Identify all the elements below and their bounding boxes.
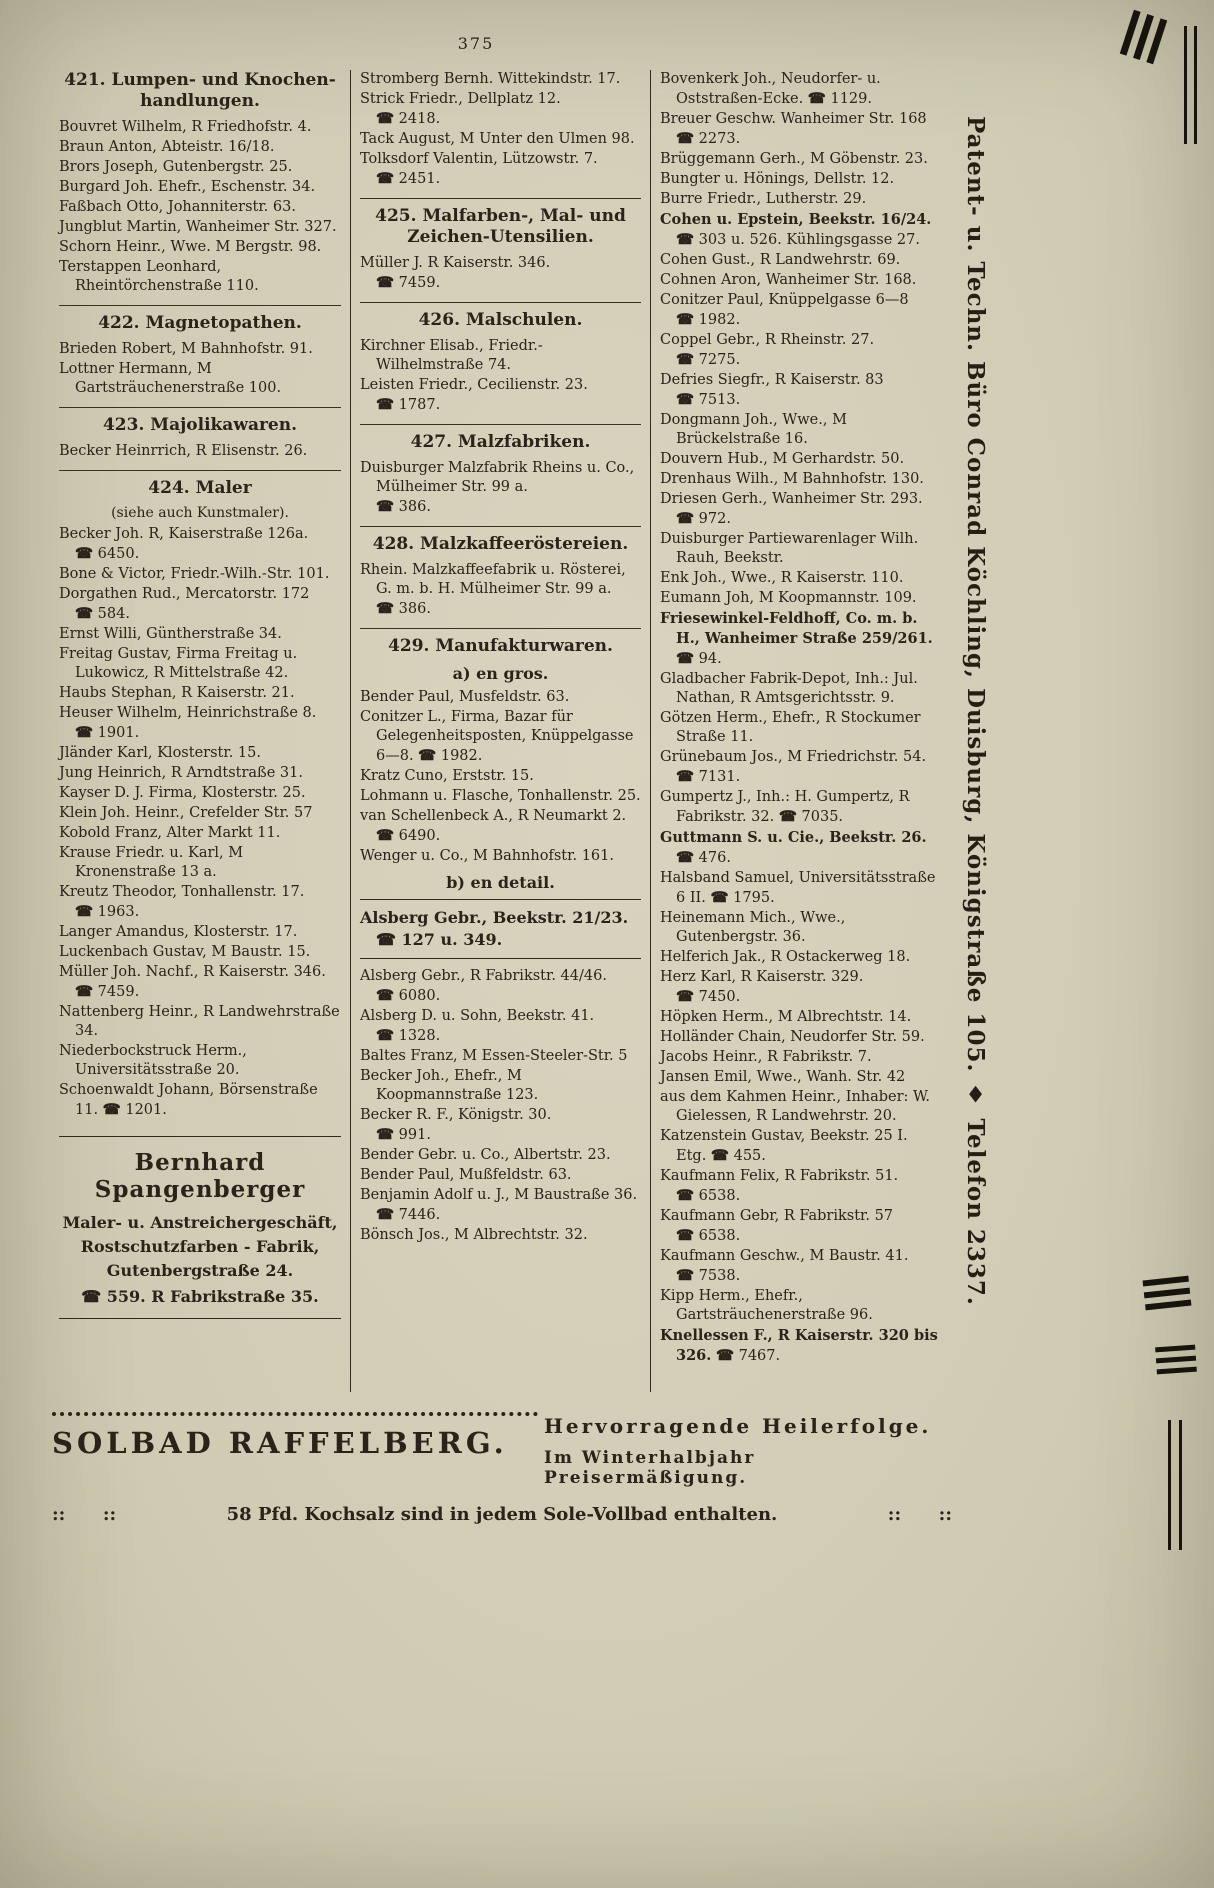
directory-entry: Kayser D. J. Firma, Klosterstr. 25. [59,785,306,801]
directory-entry: Breuer Geschw. Wanheimer Str. 168 ☎ 2273. [660,111,927,147]
directory-entry: Duisburger Malzfabrik Rheins u. Co., Mülheimer Str. 99 a. ☎ 386. [360,460,635,515]
directory-entry: Alsberg Gebr., R Fabrikstr. 44/46. ☎ 6080. [360,968,607,1004]
directory-entry: Heinemann Mich., Wwe., Gutenbergstr. 36. [660,910,846,945]
directory-entry: Bouvret Wilhelm, R Friedhofstr. 4. [59,119,312,135]
directory-entry: Conitzer Paul, Knüppelgasse 6—8 ☎ 1982. [660,292,909,328]
directory-entry: Halsband Samuel, Universitätsstraße 6 II. ☎ 1795. [660,870,936,906]
advert-line: ☎ 559. R Fabrikstraße 35. [81,1287,319,1306]
telephone-icon: ☎ [715,1347,734,1364]
directory-entry: Ernst Willi, Güntherstraße 34. [59,626,282,642]
directory-entry: Herz Karl, R Kaiserstr. 329. ☎ 7450. [660,969,864,1005]
directory-entry: Conitzer L., Firma, Bazar für Gelegenheitsposten, Knüppelgasse 6—8. ☎ 1982. [360,709,634,764]
directory-entry: Jländer Karl, Klosterstr. 15. [59,745,261,761]
directory-entry: Kaufmann Gebr, R Fabrikstr. 57 ☎ 6538. [660,1208,894,1244]
telephone-icon: ☎ [376,396,395,413]
column-2 [350,70,650,1392]
telephone-icon: ☎ [676,391,695,408]
directory-entry: Katzenstein Gustav, Beekstr. 25 I. Etg. ☎ 455. [660,1128,908,1164]
directory-entry: Faßbach Otto, Johanniterstr. 63. [59,199,296,215]
directory-entry: Krause Friedr. u. Karl, M Kronenstraße 13 a. [59,845,244,880]
telephone-icon: ☎ [75,983,94,1000]
directory-entry: Niederbockstruck Herm., Universitätsstraße 20. [59,1043,247,1078]
directory-entry: Heuser Wilhelm, Heinrichstraße 8. ☎ 1901. [59,705,317,741]
directory-columns [50,70,952,1392]
directory-entry: Becker Joh., Ehefr., M Koopmannstraße 123. [360,1068,539,1103]
telephone-icon: ☎ [75,605,94,622]
section-heading: 429. Manufakturwaren. [360,628,641,657]
scan-binding-mark-top [1120,10,1168,65]
directory-entry: Leisten Friedr., Cecilienstr. 23. ☎ 1787. [360,377,588,413]
footer-advert [52,1412,952,1525]
directory-entry: Jansen Emil, Wwe., Wanh. Str. 42 [660,1069,906,1085]
directory-entry: Brüggemann Gerh., M Göbenstr. 23. [660,151,928,167]
directory-entry: Kobold Franz, Alter Markt 11. [59,825,281,841]
entry-firm-name: Cohen u. Epstein, Beekstr. 16/24. [660,211,932,228]
directory-entry: Holländer Chain, Neudorfer Str. 59. [660,1029,925,1045]
advert-line: Bernhard Spangenberger [94,1149,306,1203]
section-heading: 427. Malzfabriken. [360,424,641,453]
telephone-icon: ☎ [376,274,395,291]
directory-entry: Bender Paul, Mußfeldstr. 63. [360,1167,572,1183]
directory-entry: Bone & Victor, Friedr.-Wilh.-Str. 101. [59,566,330,582]
telephone-icon: ☎ [376,110,395,127]
directory-entry: Coppel Gebr., R Rheinstr. 27. ☎ 7275. [660,332,875,368]
directory-entry: Baltes Franz, M Essen-Steeler-Str. 5 [360,1048,628,1064]
directory-entry: Defries Siegfr., R Kaiserstr. 83 ☎ 7513. [660,372,884,408]
cross-reference-note: (siehe auch Kunstmaler). [111,505,289,521]
scan-edge-lines-bottom [1168,1420,1182,1550]
directory-entry: Bönsch Jos., M Albrechtstr. 32. [360,1227,588,1243]
directory-entry: Brors Joseph, Gutenbergstr. 25. [59,159,293,175]
entry-firm-name: Friesewinkel-Feldhoff, Co. m. b. H., Wanheimer Straße 259/261. [660,610,933,647]
footer-bottom-line [52,1504,952,1525]
telephone-icon: ☎ [676,130,695,147]
directory-entry: Friesewinkel-Feldhoff, Co. m. b. H., Wanheimer Straße 259/261. ☎ 94. [660,610,933,667]
directory-entry: Schoenwaldt Johann, Börsenstraße 11. ☎ 1201. [59,1082,318,1118]
telephone-icon: ☎ [710,1147,729,1164]
directory-entry: Duisburger Partiewarenlager Wilh. Rauh, Beekstr. [660,531,919,566]
entry-firm-name: Guttmann S. u. Cie., Beekstr. 26. [660,829,927,846]
telephone-icon: ☎ [75,903,94,920]
directory-entry: Tack August, M Unter den Ulmen 98. [360,131,635,147]
directory-entry: Douvern Hub., M Gerhardstr. 50. [660,451,905,467]
directory-entry: Rhein. Malzkaffeefabrik u. Rösterei, G. m. b. H. Mülheimer Str. 99 a. ☎ 386. [360,562,626,617]
directory-entry: Kipp Herm., Ehefr., Gartsträuchenerstraße 96. [660,1288,873,1323]
telephone-icon: ☎ [75,545,94,562]
telephone-icon: ☎ [376,1027,395,1044]
directory-entry: Strick Friedr., Dellplatz 12. ☎ 2418. [360,91,561,127]
directory-entry: Jung Heinrich, R Arndtstraße 31. [59,765,303,781]
telephone-icon: ☎ [81,1287,102,1306]
section-heading: 428. Malzkaffeeröstereien. [360,526,641,555]
directory-entry: Bender Paul, Musfeldstr. 63. [360,689,570,705]
directory-entry: Eumann Joh, M Koopmannstr. 109. [660,590,917,606]
directory-entry: Jacobs Heinr., R Fabrikstr. 7. [660,1049,872,1065]
directory-entry: Cohen Gust., R Landwehrstr. 69. [660,252,901,268]
directory-entry: Kaufmann Felix, R Fabrikstr. 51. ☎ 6538. [660,1168,899,1204]
telephone-icon: ☎ [676,351,695,368]
directory-entry: Freitag Gustav, Firma Freitag u. Lukowicz, R Mittelstraße 42. [59,646,298,681]
telephone-icon: ☎ [376,1206,395,1223]
telephone-icon: ☎ [376,170,395,187]
telephone-icon: ☎ [676,1227,695,1244]
directory-entry: Burgard Joh. Ehefr., Eschenstr. 34. [59,179,316,195]
directory-entry: Burre Friedr., Lutherstr. 29. [660,191,867,207]
directory-entry: Müller Joh. Nachf., R Kaiserstr. 346. ☎ 7459. [59,964,326,1000]
directory-entry: van Schellenbeck A., R Neumarkt 2. ☎ 6490. [360,808,627,844]
solbad-name: SOLBAD RAFFELBERG. [52,1426,508,1460]
directory-entry: Enk Joh., Wwe., R Kaiserstr. 110. [660,570,904,586]
advert-line: Maler- u. Anstreichergeschäft, [62,1213,338,1232]
directory-entry: Alsberg D. u. Sohn, Beekstr. 41. ☎ 1328. [360,1008,595,1044]
directory-entry: Cohen u. Epstein, Beekstr. 16/24. ☎ 303 u. 526. Kühlingsgasse 27. [660,211,932,248]
telephone-icon: ☎ [676,988,695,1005]
telephone-icon: ☎ [376,930,396,949]
featured-entry: Alsberg Gebr., Beekstr. 21/23. ☎ 127 u. 349. [360,899,641,959]
scan-edge-lines-top [1184,26,1197,144]
directory-entry: aus dem Kahmen Heinr., Inhaber: W. Gielessen, R Landwehrstr. 20. [660,1089,931,1124]
telephone-icon: ☎ [102,1101,121,1118]
telephone-icon: ☎ [676,1267,695,1284]
footer-headline: Hervorragende Heilerfolge. [544,1414,932,1438]
directory-entry: Höpken Herm., M Albrechtstr. 14. [660,1009,912,1025]
telephone-icon: ☎ [376,498,395,515]
directory-entry: Bender Gebr. u. Co., Albertstr. 23. [360,1147,611,1163]
scan-binding-mark-bottom-2 [1155,1345,1197,1375]
directory-entry: Brieden Robert, M Bahnhofstr. 91. [59,341,313,357]
directory-entry: Kratz Cuno, Erststr. 15. [360,768,534,784]
directory-entry: Wenger u. Co., M Bahnhofstr. 161. [360,848,614,864]
directory-entry: Müller J. R Kaiserstr. 346. ☎ 7459. [360,255,551,291]
directory-entry: Grünebaum Jos., M Friedrichstr. 54. ☎ 7131. [660,749,927,785]
scan-binding-mark-bottom [1143,1276,1192,1311]
column-3 [650,70,950,1392]
telephone-icon: ☎ [75,724,94,741]
directory-entry: Helferich Jak., R Ostackerweg 18. [660,949,911,965]
directory-entry: Kaufmann Geschw., M Baustr. 41. ☎ 7538. [660,1248,909,1284]
directory-entry: Braun Anton, Abteistr. 16/18. [59,139,275,155]
colon-decoration-left: :: :: [52,1504,117,1525]
telephone-icon: ☎ [676,650,695,667]
footer-subline: Im Winterhalbjahr Preisermäßigung. [544,1448,756,1488]
directory-entry: Terstappen Leonhard, Rheintörchenstraße 110. [59,259,259,294]
entry-firm-name: Knellessen F., R Kaiserstr. 320 bis 326. [660,1327,938,1364]
directory-entry: Schorn Heinr., Wwe. M Bergstr. 98. [59,239,322,255]
telephone-icon: ☎ [376,987,395,1004]
telephone-icon: ☎ [807,90,826,107]
telephone-icon: ☎ [376,600,395,617]
directory-entry: Kreutz Theodor, Tonhallenstr. 17. ☎ 1963. [59,884,305,920]
directory-entry: Benjamin Adolf u. J., M Baustraße 36. ☎ 7446. [360,1187,638,1223]
telephone-icon: ☎ [676,510,695,527]
directory-entry: Lohmann u. Flasche, Tonhallenstr. 25. [360,788,641,804]
directory-entry: Kirchner Elisab., Friedr.-Wilhelmstraße 74. [360,338,543,373]
directory-entry: Guttmann S. u. Cie., Beekstr. 26. ☎ 476. [660,829,927,866]
directory-entry: Tolksdorf Valentin, Lützowstr. 7. ☎ 2451. [360,151,598,187]
margin-advert-vertical: Patent- u. Techn. Büro Conrad Köchling, Duisburg, Königstraße 105. ♦ Telefon 2337. [962,116,989,1306]
telephone-icon: ☎ [676,311,695,328]
directory-entry: Luckenbach Gustav, M Baustr. 15. [59,944,311,960]
directory-entry: Bungter u. Hönings, Dellstr. 12. [660,171,895,187]
solbad-logo [52,1412,538,1488]
footer-advert-top [52,1412,952,1488]
directory-entry: Stromberg Bernh. Wittekindstr. 17. [360,71,621,87]
directory-entry: Jungblut Martin, Wanheimer Str. 327. [59,219,337,235]
directory-entry: Drenhaus Wilh., M Bahnhofstr. 130. [660,471,924,487]
section-heading: 422. Magnetopathen. [59,305,341,334]
directory-entry: Becker R. F., Königstr. 30. ☎ 991. [360,1107,552,1143]
directory-entry: Cohnen Aron, Wanheimer Str. 168. [660,272,917,288]
directory-entry: Bovenkerk Joh., Neudorfer- u. Oststraßen-Ecke. ☎ 1129. [660,71,881,107]
directory-entry: Dongmann Joh., Wwe., M Brückelstraße 16. [660,412,847,447]
directory-entry: Driesen Gerh., Wanheimer Str. 293. ☎ 972. [660,491,923,527]
telephone-icon: ☎ [418,747,437,764]
directory-entry: Langer Amandus, Klosterstr. 17. [59,924,298,940]
directory-entry: Gladbacher Fabrik-Depot, Inh.: Jul. Nathan, R Amtsgerichtsstr. 9. [660,671,918,706]
directory-entry: Haubs Stephan, R Kaiserstr. 21. [59,685,295,701]
advert-line: Rostschutzfarben - Fabrik, [80,1237,320,1256]
directory-entry: Becker Joh. R, Kaiserstraße 126a. ☎ 6450. [59,526,309,562]
section-heading: 421. Lumpen- und Knochen- handlungen. [64,70,336,111]
directory-entry: Dorgathen Rud., Mercatorstr. 172 ☎ 584. [59,586,310,622]
footer-advert-claims [538,1412,952,1488]
page-number: 375 [457,34,495,53]
telephone-icon: ☎ [676,231,695,248]
section-heading: 423. Majolikawaren. [59,407,341,436]
section-heading: 425. Malfarben-, Mal- und Zeichen-Utensilien. [360,198,641,248]
directory-entry: Klein Joh. Heinr., Crefelder Str. 57 [59,805,313,821]
telephone-icon: ☎ [710,889,729,906]
directory-entry: Gumpertz J., Inh.: H. Gumpertz, R Fabrikstr. 32. ☎ 7035. [660,789,910,825]
directory-entry: Knellessen F., R Kaiserstr. 320 bis 326. ☎ 7467. [660,1327,938,1364]
telephone-icon: ☎ [376,827,395,844]
directory-entry: Lottner Hermann, M Gartsträuchenerstraße 100. [59,361,282,396]
section-heading: 426. Malschulen. [360,302,641,331]
telephone-icon: ☎ [778,808,797,825]
telephone-icon: ☎ [376,1126,395,1143]
directory-entry: Götzen Herm., Ehefr., R Stockumer Straße 11. [660,710,921,745]
sub-heading: b) en detail. [446,873,555,892]
footer-salt-text: 58 Pfd. Kochsalz sind in jedem Sole-Vollbad enthalten. [226,1504,778,1525]
column-1 [50,70,350,1392]
colon-decoration-right: :: :: [887,1504,952,1525]
telephone-icon: ☎ [676,1187,695,1204]
inline-advert [59,1136,341,1319]
sub-heading: a) en gros. [452,664,549,683]
advert-line: Gutenbergstraße 24. [106,1261,294,1280]
telephone-icon: ☎ [676,768,695,785]
directory-entry: Becker Heinrrich, R Elisenstr. 26. [59,443,308,459]
telephone-icon: ☎ [676,849,695,866]
directory-entry: Nattenberg Heinr., R Landwehrstraße 34. [59,1004,340,1039]
section-heading: 424. Maler [59,470,341,499]
